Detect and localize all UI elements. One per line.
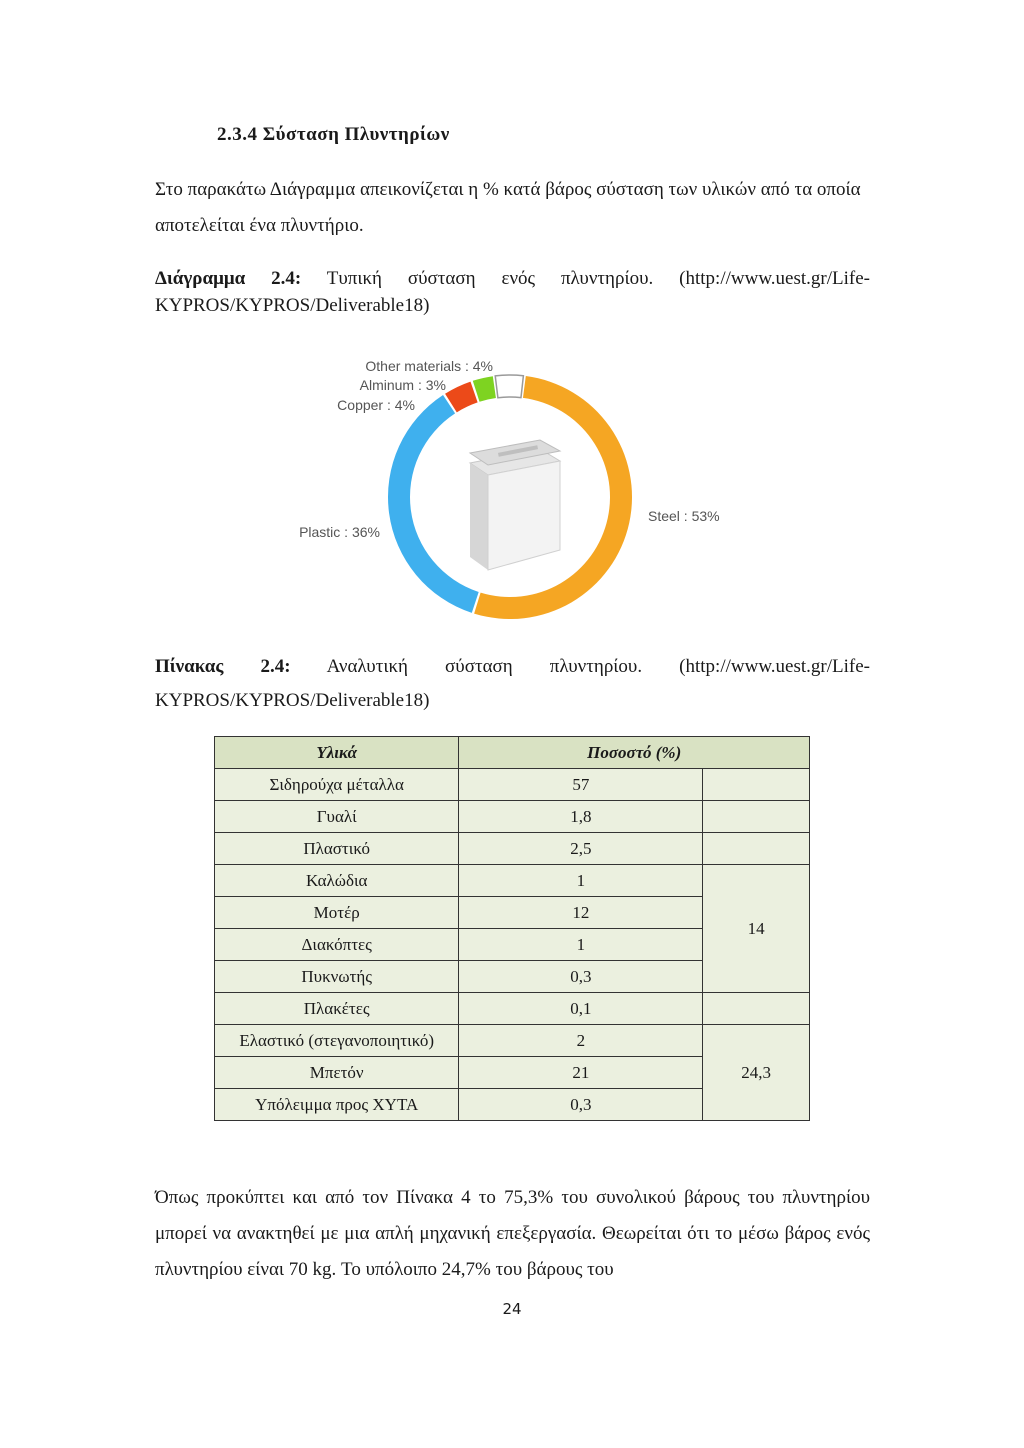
percent-cell: 1,8 [459, 801, 703, 833]
material-cell: Καλώδια [215, 865, 459, 897]
group-total-electrical: 14 [703, 865, 810, 993]
composition-donut-chart [270, 345, 770, 640]
material-cell: Σιδηρούχα μέταλλα [215, 769, 459, 801]
slice-other-materials [495, 375, 523, 398]
group-cell [703, 993, 810, 1025]
composition-table [214, 736, 810, 1121]
material-cell: Γυαλί [215, 801, 459, 833]
section-heading: 2.3.4 Σύσταση Πλυντηρίων [217, 124, 450, 145]
diagram-caption-text: Τυπική σύσταση ενός πλυντηρίου. (http://www.uest.gr/Life-KYPROS/KYPROS/Deliverable18) [155, 268, 870, 316]
label-other-materials: Other materials : 4% [365, 358, 493, 374]
material-cell: Ελαστικό (στεγανοποιητικό) [215, 1025, 459, 1057]
intro-paragraph: Στο παρακάτω Διάγραμμα απεικονίζεται η % κατά βάρος σύσταση των υλικών από τα οποία αποτελείται ένα πλυντήριο. [155, 179, 861, 236]
page-number: 24 [502, 1300, 522, 1318]
material-cell: Μπετόν [215, 1057, 459, 1089]
group-cell [703, 801, 810, 833]
outro-paragraph: Όπως προκύπτει και από τον Πίνακα 4 το 75,3% του συνολικού βάρους του πλυντηρίου μπορεί να ανακτηθεί με μια απλή μηχανική επεξεργασία. Θεωρείται ότι το μέσω βάρος ενός πλυντηρίου είναι 70 kg. Το υπόλοιπο 24,7% του βάρους του [155, 1187, 870, 1280]
percent-cell: 12 [459, 897, 703, 929]
material-cell: Πυκνωτής [215, 961, 459, 993]
percent-cell: 0,3 [459, 961, 703, 993]
percent-cell: 1 [459, 865, 703, 897]
percent-cell: 2,5 [459, 833, 703, 865]
table-row [215, 993, 810, 1025]
material-cell: Υπόλειμμα προς ΧΥΤΑ [215, 1089, 459, 1121]
group-total-other: 24,3 [703, 1025, 810, 1121]
percent-cell: 1 [459, 929, 703, 961]
material-cell: Πλακέτες [215, 993, 459, 1025]
diagram-caption-label: Διάγραμμα 2.4: [155, 268, 302, 289]
group-cell [703, 833, 810, 865]
washing-machine-icon [470, 440, 560, 570]
label-steel: Steel : 53% [648, 508, 720, 524]
header-materials: Υλικά [215, 737, 459, 769]
header-percentage: Ποσοστό (%) [459, 737, 810, 769]
label-plastic: Plastic : 36% [299, 524, 380, 540]
table-caption [155, 650, 870, 718]
diagram-caption [155, 265, 870, 319]
table-header-row [215, 737, 810, 769]
slice-plastic [388, 395, 479, 613]
table-row [215, 865, 810, 897]
group-cell [703, 769, 810, 801]
table-caption-label: Πίνακας 2.4: [155, 656, 291, 677]
table-row [215, 1025, 810, 1057]
percent-cell: 0,3 [459, 1089, 703, 1121]
percent-cell: 0,1 [459, 993, 703, 1025]
label-copper: Copper : 4% [337, 397, 415, 413]
percent-cell: 21 [459, 1057, 703, 1089]
table-caption-text: Αναλυτική σύσταση πλυντηρίου. (http://www.uest.gr/Life-KYPROS/KYPROS/Deliverable18) [155, 656, 870, 711]
label-alminum: Alminum : 3% [359, 377, 446, 393]
material-cell: Πλαστικό [215, 833, 459, 865]
material-cell: Διακόπτες [215, 929, 459, 961]
table-row [215, 801, 810, 833]
material-cell: Μοτέρ [215, 897, 459, 929]
percent-cell: 57 [459, 769, 703, 801]
table-row [215, 769, 810, 801]
slice-alminum [473, 376, 496, 402]
table-row [215, 833, 810, 865]
percent-cell: 2 [459, 1025, 703, 1057]
